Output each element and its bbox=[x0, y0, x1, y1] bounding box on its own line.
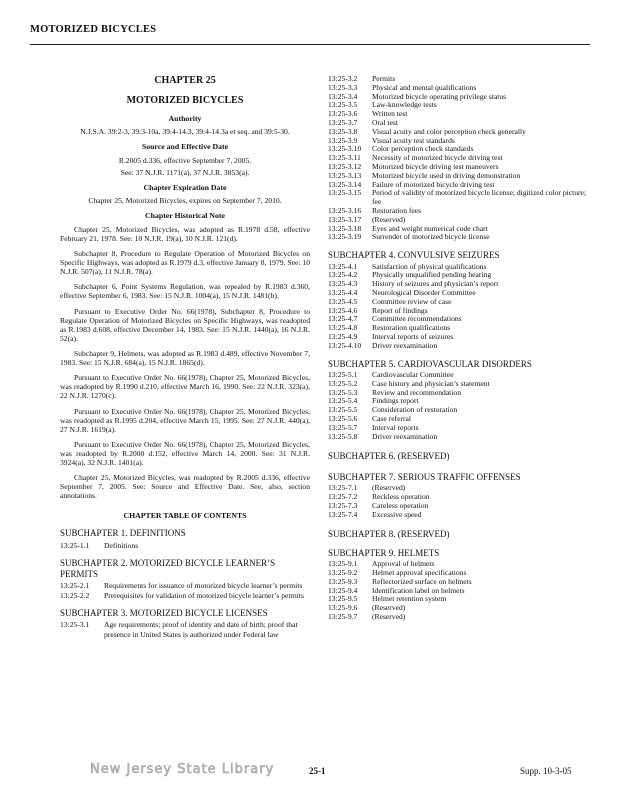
section-title: Case history and physician’s statement bbox=[372, 378, 490, 388]
section-number: 13:25-5.1 bbox=[328, 369, 358, 379]
section-title: Approval of helmets bbox=[372, 559, 435, 569]
section-number: 13:25-7.2 bbox=[328, 492, 358, 502]
section-title: Oral test bbox=[372, 117, 398, 127]
section-number: 13:25-5.7 bbox=[328, 422, 358, 432]
section-number: 13:25-9.3 bbox=[328, 576, 358, 586]
toc-entry bbox=[328, 493, 590, 502]
toc-entry bbox=[328, 406, 590, 415]
section-title: Consideration of restoration bbox=[372, 405, 458, 415]
section-number: 13:25-4.8 bbox=[328, 323, 358, 333]
section-title: (Reserved) bbox=[372, 603, 406, 613]
subchapter-heading: SUBCHAPTER 1. DEFINITIONS bbox=[60, 527, 186, 538]
toc-entry bbox=[328, 389, 590, 398]
section-title: Driver reexamination bbox=[372, 340, 438, 350]
section-title: Visual acuity and color perception check generally bbox=[372, 126, 526, 136]
section-number: 13:25-5.8 bbox=[328, 431, 358, 441]
subchapter-heading: SUBCHAPTER 4. CONVULSIVE SEIZURES bbox=[328, 250, 500, 261]
toc-entry bbox=[60, 541, 310, 550]
expiration-text: Chapter 25, Motorized Bicycles, expires on September 7, 2010. bbox=[88, 196, 282, 206]
subchapter-heading: SUBCHAPTER 7. SERIOUS TRAFFIC OFFENSES bbox=[328, 471, 521, 482]
section-number: 13:25-9.6 bbox=[328, 603, 358, 613]
source-line: See: 37 N.J.R. 1171(a), 37 N.J.R. 3853(a). bbox=[120, 167, 250, 177]
history-paragraph: Chapter 25, Motorized Bicycles, was adopted as R.1978 d.58, effective February 21, 1978. See: 10 N.J.R. 19(a), 10 N.J.R. 121(d). bbox=[60, 224, 310, 243]
section-title: Careless operation bbox=[372, 500, 429, 510]
section-number: 13:25-3.18 bbox=[328, 223, 362, 233]
history-paragraph: Pursuant to Executive Order No. 66(1978), Chapter 25, Motorized Bicycles, was readopted as R.1995 d.204, effective March 15, 1995. See: 27 N.J.R. 440(a), 27 N.J.R. 1619(a). bbox=[60, 406, 310, 434]
section-number: 13:25-9.4 bbox=[328, 585, 358, 595]
section-title: Committee review of case bbox=[372, 296, 452, 306]
toc-entry bbox=[328, 502, 590, 511]
section-title: Prerequisites for validation of motorized bicycle learner’s permits bbox=[104, 590, 304, 600]
history-paragraph: Pursuant to Executive Order No. 66(1978), Chapter 25, Motorized Bicycles, was readopted by R.2000 d.152, effective March 14, 2000. See: 31 N.J.R. 3924(a), 32 N.J.R. 1401(a). bbox=[60, 439, 310, 468]
supplement-date: Supp. 10-3-05 bbox=[520, 766, 572, 776]
section-title: Physical and mental qualifications bbox=[372, 82, 477, 92]
section-number: 13:25-3.9 bbox=[328, 135, 358, 145]
toc-list bbox=[60, 541, 310, 550]
section-number: 13:25-5.2 bbox=[328, 378, 358, 388]
section-number: 13:25-3.12 bbox=[328, 161, 362, 171]
toc-entry bbox=[328, 613, 590, 622]
section-number: 13:25-3.11 bbox=[328, 153, 361, 163]
history-paragraph: Chapter 25, Motorized Bicycles, was readopted by R.2005 d.336, effective September 7, 2005. See: Source and Effective Date. See, also, section annotations. bbox=[60, 473, 310, 501]
section-number: 13:25-3.2 bbox=[328, 74, 358, 83]
section-number: 13:25-9.1 bbox=[328, 559, 358, 569]
section-title: Interval reports bbox=[372, 422, 419, 432]
section-title: Requirements for issuance of motorized bicycle learner’s permits bbox=[104, 581, 303, 591]
history-paragraph: Pursuant to Executive Order No. 66(1978), Subchapter 8, Procedure to Regulate Operation of Motorized Bicycles on Specific Highways, was readopted as R.1983 d.608, effective December 14, 1983. See: 15 N.J.R. 1440(a), 16 N.J.R. 52(a). bbox=[60, 306, 310, 343]
section-number: 13:25-4.4 bbox=[328, 287, 358, 297]
authority-text: N.J.S.A. 39:2-3, 39:3-10a, 39:4-14.3, 39:4-14.3a et seq. and 39:5-30. bbox=[80, 127, 290, 137]
toc-entry bbox=[328, 604, 590, 613]
history-paragraph: Subchapter 6, Point Systems Regulation, was repealed by R.1983 d.360, effective September 6, 1983. See: 15 N.J.R. 1004(a), 15 N.J.R. 1481(b). bbox=[60, 282, 310, 301]
subchapter-heading: SUBCHAPTER 9. HELMETS bbox=[328, 547, 440, 558]
toc-entry bbox=[60, 581, 310, 590]
toc-heading: CHAPTER TABLE OF CONTENTS bbox=[123, 510, 247, 520]
section-number: 13:25-5.5 bbox=[328, 405, 358, 415]
section-number: 13:25-1.1 bbox=[60, 540, 90, 550]
section-number: 13:25-3.4 bbox=[328, 91, 358, 101]
section-title: Case referral bbox=[372, 413, 411, 423]
section-title: Motorized bicycle used in driving demonstration bbox=[372, 170, 521, 180]
toc-entry bbox=[60, 591, 310, 600]
section-number: 13:25-4.3 bbox=[328, 279, 358, 289]
toc-entry bbox=[328, 511, 590, 520]
right-column bbox=[328, 75, 590, 622]
section-title: Review and recommendation bbox=[372, 387, 461, 397]
section-number: 13:25-4.6 bbox=[328, 305, 358, 315]
section-title: Period of validity of motorized bicycle license; digitized color picture; fee bbox=[372, 188, 587, 207]
section-title: Satisfaction of physical qualifications bbox=[372, 261, 487, 271]
section-number: 13:25-3.1 bbox=[60, 620, 90, 630]
section-title: Identification label on helmets bbox=[372, 585, 465, 595]
section-number: 13:25-7.3 bbox=[328, 500, 358, 510]
section-title: (Reserved) bbox=[372, 483, 406, 493]
section-title: Physically unqualified pending hearing bbox=[372, 270, 492, 280]
section-title: Color perception check standards bbox=[372, 144, 474, 154]
section-number: 13:25-7.4 bbox=[328, 509, 358, 519]
section-number: 13:25-4.10 bbox=[328, 340, 362, 350]
section-title: Excessive speed bbox=[372, 509, 422, 519]
page-number: 25-1 bbox=[309, 766, 326, 776]
toc-entry bbox=[328, 433, 590, 442]
section-title: Neurological Disorder Committee bbox=[372, 287, 476, 297]
toc-entry bbox=[328, 397, 590, 406]
section-title: Interval reports of seizures bbox=[372, 331, 454, 341]
subchapter-heading: SUBCHAPTER 6. (RESERVED) bbox=[328, 451, 450, 462]
section-number: 13:25-3.10 bbox=[328, 144, 362, 154]
toc-list bbox=[328, 484, 590, 519]
history-heading: Chapter Historical Note bbox=[145, 211, 225, 221]
toc-list bbox=[328, 371, 590, 441]
section-title: Permits bbox=[372, 74, 396, 83]
section-title: Written test bbox=[372, 109, 408, 119]
section-title: History of seizures and physician’s report bbox=[372, 279, 499, 289]
section-number: 13:25-3.16 bbox=[328, 205, 362, 215]
subchapter-heading: SUBCHAPTER 8. (RESERVED) bbox=[328, 529, 450, 540]
source-heading: Source and Effective Date bbox=[141, 142, 229, 152]
section-number: 13:25-3.15 bbox=[328, 188, 362, 198]
toc-entry bbox=[328, 315, 590, 324]
toc-entry bbox=[328, 587, 590, 596]
section-number: 13:25-9.7 bbox=[328, 612, 358, 622]
section-title: Reflectorized surface on helmets bbox=[372, 576, 472, 586]
toc-entry bbox=[328, 93, 590, 102]
section-title: Restoration fees bbox=[372, 205, 422, 215]
history-paragraph: Subchapter 9, Helmets, was adopted as R.1983 d.489, effective November 7, 1983. See: 15 N.J.R. 684(a), 15 N.J.R. 1865(d). bbox=[60, 349, 310, 368]
section-number: 13:25-4.2 bbox=[328, 270, 358, 280]
toc-entry bbox=[328, 189, 590, 207]
section-number: 13:25-4.5 bbox=[328, 296, 358, 306]
toc-list bbox=[328, 75, 590, 242]
section-title: Motorized bicycle operating privilege status bbox=[372, 91, 507, 101]
toc-entry bbox=[328, 415, 590, 424]
toc-entry bbox=[328, 110, 590, 119]
header-rule bbox=[30, 44, 590, 45]
section-title: (Reserved) bbox=[372, 214, 406, 224]
toc-entry bbox=[328, 342, 590, 351]
section-title: Eyes and weight numerical code chart bbox=[372, 223, 488, 233]
section-title: Surrender of motorized bicycle license bbox=[372, 232, 490, 242]
section-title: Cardiovascular Committee bbox=[372, 369, 454, 379]
section-title: Committee recommendations bbox=[372, 314, 462, 324]
subchapter-heading: SUBCHAPTER 3. MOTORIZED BICYCLE LICENSES bbox=[60, 607, 268, 618]
left-column bbox=[60, 75, 310, 639]
section-title: Failure of motorized bicycle driving test bbox=[372, 179, 495, 189]
section-number: 13:25-4.1 bbox=[328, 261, 358, 271]
history-notes bbox=[60, 225, 310, 501]
library-watermark: New Jersey State Library bbox=[90, 762, 275, 777]
toc-list bbox=[60, 581, 310, 599]
section-number: 13:25-3.7 bbox=[328, 117, 358, 127]
history-paragraph: Subchapter 8, Procedure to Regulate Operation of Motorized Bicycles on Specific Highways, was adopted as R.1979 d.3, effective January 8, 1979. See: 10 N.J.R. 507(a), 11 N.J.R. 78(a). bbox=[60, 249, 310, 277]
running-head: MOTORIZED BICYCLES bbox=[30, 24, 157, 35]
section-number: 13:25-2.1 bbox=[60, 581, 90, 591]
toc-entry bbox=[328, 128, 590, 137]
section-title: Restoration qualifications bbox=[372, 323, 451, 333]
section-number: 13:25-5.6 bbox=[328, 413, 358, 423]
toc-entry bbox=[328, 324, 590, 333]
section-title: Findings report bbox=[372, 396, 419, 406]
toc-list bbox=[328, 560, 590, 622]
toc-entry bbox=[328, 333, 590, 342]
toc-entry bbox=[328, 233, 590, 242]
toc-entry bbox=[328, 207, 590, 216]
history-paragraph: Pursuant to Executive Order No. 66(1978), Chapter 25, Motorized Bicycles, was readopted by R.1990 d.210, effective March 16, 1990. See: 22 N.J.R. 323(a), 22 N.J.R. 1270(c). bbox=[60, 373, 310, 401]
section-number: 13:25-5.4 bbox=[328, 396, 358, 406]
section-title: Definitions bbox=[104, 540, 139, 550]
section-number: 13:25-3.13 bbox=[328, 170, 362, 180]
section-number: 13:25-3.5 bbox=[328, 100, 358, 110]
toc-entry bbox=[328, 484, 590, 493]
section-number: 13:25-3.8 bbox=[328, 126, 358, 136]
toc-entry bbox=[328, 289, 590, 298]
section-title: Visual acuity test standards bbox=[372, 135, 455, 145]
section-title: Driver reexamination bbox=[372, 431, 438, 441]
section-title: (Reserved) bbox=[372, 612, 406, 622]
chapter-number: CHAPTER 25 bbox=[154, 75, 216, 86]
section-number: 13:25-9.2 bbox=[328, 568, 358, 578]
toc-list bbox=[328, 263, 590, 351]
section-title: Law-knowledge tests bbox=[372, 100, 437, 110]
toc-entry bbox=[60, 620, 310, 638]
section-number: 13:25-4.9 bbox=[328, 331, 358, 341]
section-number: 13:25-3.19 bbox=[328, 232, 362, 242]
chapter-title: MOTORIZED BICYCLES bbox=[126, 95, 244, 106]
authority-heading: Authority bbox=[168, 114, 202, 123]
section-number: 13:25-3.6 bbox=[328, 109, 358, 119]
section-number: 13:25-2.2 bbox=[60, 590, 90, 600]
section-number: 13:25-3.3 bbox=[328, 82, 358, 92]
section-title: Age requirements; proof of identity and date of birth; proof that presence in United States is authorized under Federal law bbox=[104, 620, 298, 639]
section-number: 13:25-5.3 bbox=[328, 387, 358, 397]
section-title: Necessity of motorized bicycle driving test bbox=[372, 153, 503, 163]
section-number: 13:25-3.14 bbox=[328, 179, 362, 189]
section-title: Motorized bicycle driving test maneuvers bbox=[372, 161, 499, 171]
source-line: R.2005 d.336, effective September 7, 2005. bbox=[118, 155, 252, 165]
toc-list bbox=[60, 620, 310, 638]
expiration-heading: Chapter Expiration Date bbox=[143, 183, 227, 193]
toc-entry bbox=[328, 424, 590, 433]
section-title: Helmet approval specifications bbox=[372, 568, 467, 578]
section-number: 13:25-9.5 bbox=[328, 594, 358, 604]
subchapter-heading: SUBCHAPTER 5. CARDIOVASCULAR DISORDERS bbox=[328, 358, 532, 369]
section-number: 13:25-4.7 bbox=[328, 314, 358, 324]
toc-entry bbox=[328, 298, 590, 307]
section-title: Reckless operation bbox=[372, 492, 430, 502]
section-number: 13:25-3.17 bbox=[328, 214, 362, 224]
subchapter-heading: SUBCHAPTER 2. MOTORIZED BICYCLE LEARNER’S PERMITS bbox=[60, 557, 276, 579]
toc-entry bbox=[328, 595, 590, 604]
section-title: Helmet retention system bbox=[372, 594, 447, 604]
section-number: 13:25-7.1 bbox=[328, 483, 358, 493]
toc-entry bbox=[328, 101, 590, 110]
section-title: Report of findings bbox=[372, 305, 428, 315]
